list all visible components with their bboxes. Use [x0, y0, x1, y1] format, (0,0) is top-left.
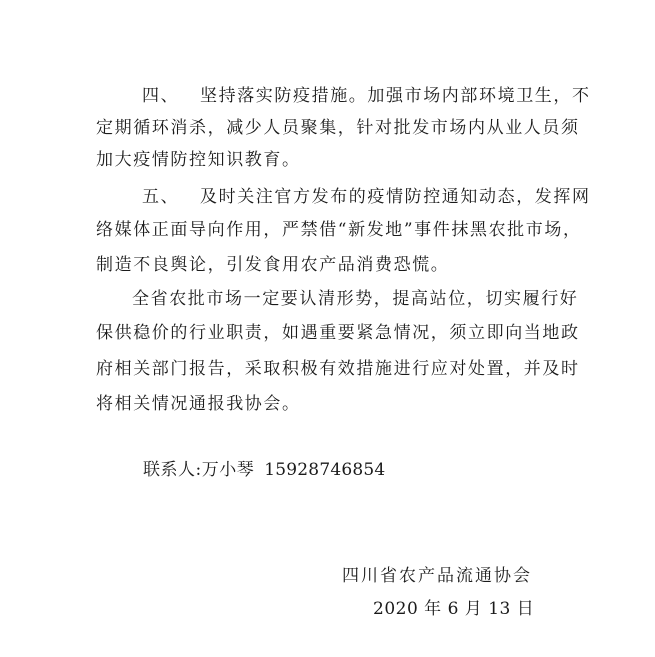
item-4-line-3: 加大疫情防控知识教育。 [96, 150, 301, 170]
signature-date: 2020 年 6 月 13 日 [373, 599, 535, 619]
item-4-line-2: 定期循环消杀，减少人员聚集，针对批发市场内从业人员须 [96, 118, 580, 138]
item-5-line-1 [142, 186, 591, 208]
closing-line-1: 全省农批市场一定要认清形势，提高站位，切实履行好 [132, 289, 579, 309]
item-4-line-1 [142, 85, 591, 107]
item-5-text-1: 及时关注官方发布的疫情防控通知动态，发挥网 [200, 187, 591, 207]
contact-phone: 15928746854 [264, 460, 386, 480]
item-5-line-3: 制造不良舆论，引发食用农产品消费恐慌。 [96, 255, 450, 275]
contact-line [143, 459, 385, 481]
closing-line-4: 将相关情况通报我协会。 [96, 394, 301, 414]
item-4-text-1: 坚持落实防疫措施。加强市场内部环境卫生，不 [200, 86, 591, 106]
item-5-line-2: 络媒体正面导向作用，严禁借“新发地”事件抹黑农批市场， [96, 220, 582, 240]
item-5-number: 五、 [142, 187, 180, 207]
contact-label: 联系人:万小琴 [143, 460, 255, 480]
closing-line-2: 保供稳价的行业职责，如遇重要紧急情况，须立即向当地政 [96, 323, 580, 343]
signature-organization: 四川省农产品流通协会 [342, 566, 532, 586]
item-4-number: 四、 [142, 86, 180, 106]
closing-line-3: 府相关部门报告，采取积极有效措施进行应对处置，并及时 [96, 359, 580, 379]
